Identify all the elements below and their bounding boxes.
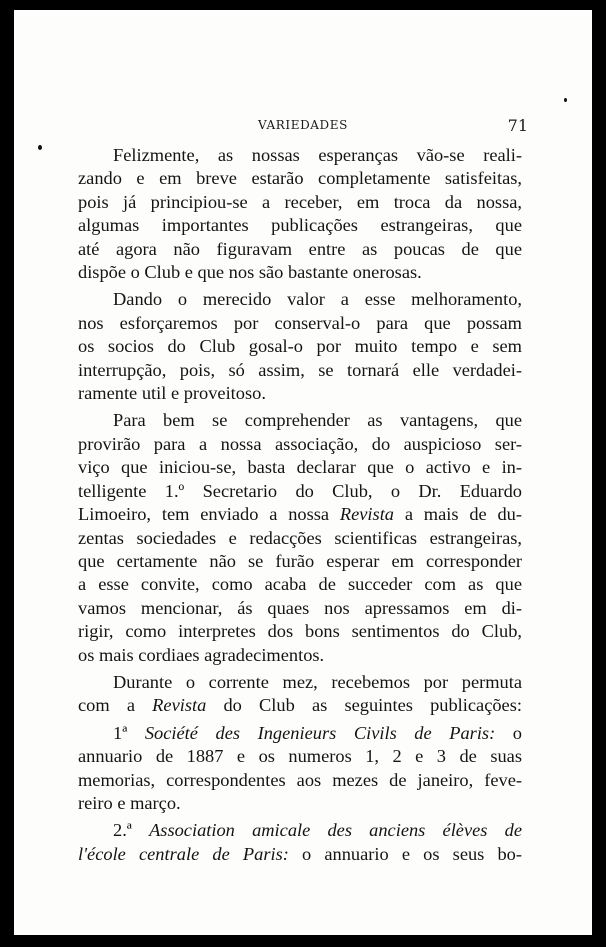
italic-title: Association amicale des anciens élèves de (149, 820, 522, 841)
text-line (78, 722, 522, 745)
text-line: Dando o merecido valor a esse melhoramento, (113, 289, 522, 310)
text-line: os socios do Club gosal-o por muito tempo e sem (78, 336, 522, 357)
text-line: nos esforçaremos por conserval-o para que possam (78, 312, 522, 333)
paragraph-6 (78, 819, 522, 866)
text-line: Felizmente, as nossas esperanças vão-se reali- (113, 145, 522, 165)
paragraph-2 (78, 288, 522, 405)
text-fragment: Limoeiro, tem enviado a nossa (78, 504, 330, 525)
text-line: provirão para a nossa associação, do auspicioso ser- (78, 433, 522, 454)
text-line: zentas sociedades e redacções scientificas estrangeiras, (78, 527, 522, 548)
page-header (14, 118, 592, 138)
text-line: memorias, correspondentes aos mezes de janeiro, feve- (78, 769, 522, 790)
print-speck (564, 98, 567, 102)
paragraph-4 (78, 671, 522, 718)
running-title: VARIEDADES (258, 118, 348, 132)
text-line: os mais cordiaes agradecimentos. (78, 644, 325, 665)
text-fragment: com a (78, 695, 135, 716)
text-line: vamos mencionar, ás quaes nos apressamos em di- (78, 597, 522, 618)
text-line: reiro e março. (78, 792, 181, 813)
text-line (78, 503, 522, 526)
text-line: ramente util e proveitoso. (78, 383, 266, 404)
text-line: viço que iniciou-se, basta declarar que o activo e in- (78, 457, 522, 478)
text-line: annuario de 1887 e os numeros 1, 2 e 3 de suas (78, 746, 522, 767)
text-line: a esse convite, como acaba de succeder com as que (78, 574, 522, 595)
text-line: rigir, como interpretes dos bons sentimentos do Club, (78, 621, 522, 642)
text-fragment: a mais de du- (404, 504, 522, 525)
list-marker: 1ª (113, 722, 128, 743)
paragraph-3 (78, 409, 522, 666)
text-line: interrupção, pois, só assim, se tornará elle verdadei- (78, 359, 522, 380)
book-page (14, 10, 592, 935)
text-fragment: o (512, 722, 522, 743)
text-line: algumas importantes publicações estrangeiras, que (78, 215, 522, 236)
body-text (78, 144, 522, 870)
italic-title: l'école centrale de Paris: (78, 843, 289, 864)
text-line (78, 819, 522, 842)
text-line: que certamente não se furão esperar em corresponder (78, 550, 522, 571)
print-speck (38, 145, 42, 150)
italic-title: Société des Ingenieurs Civils de Paris: (144, 722, 496, 743)
italic-title: Revista (339, 504, 395, 525)
text-line (78, 843, 522, 866)
paragraph-5 (78, 722, 522, 816)
text-fragment: do Club as seguintes publicações: (223, 695, 522, 716)
text-line: zando e em breve estarão completamente satisfeitas, (78, 168, 522, 189)
page-number: 71 (507, 116, 528, 135)
text-line: telligente 1.º Secretario do Club, o Dr. Eduardo (78, 480, 522, 501)
text-line: Para bem se comprehender as vantagens, que (113, 410, 522, 431)
text-line: pois já principiou-se a receber, em troca da nossa, (78, 191, 522, 212)
text-line: dispõe o Club e que nos são bastante onerosas. (78, 262, 422, 283)
paragraph-1 (78, 144, 522, 284)
text-line: Durante o corrente mez, recebemos por permuta (113, 671, 522, 692)
list-marker: 2.ª (113, 820, 132, 841)
text-line (78, 694, 522, 717)
italic-title: Revista (152, 695, 207, 716)
text-line: até agora não figuravam entre as poucas de que (78, 238, 522, 259)
text-fragment: o annuario e os seus bo- (302, 843, 522, 864)
